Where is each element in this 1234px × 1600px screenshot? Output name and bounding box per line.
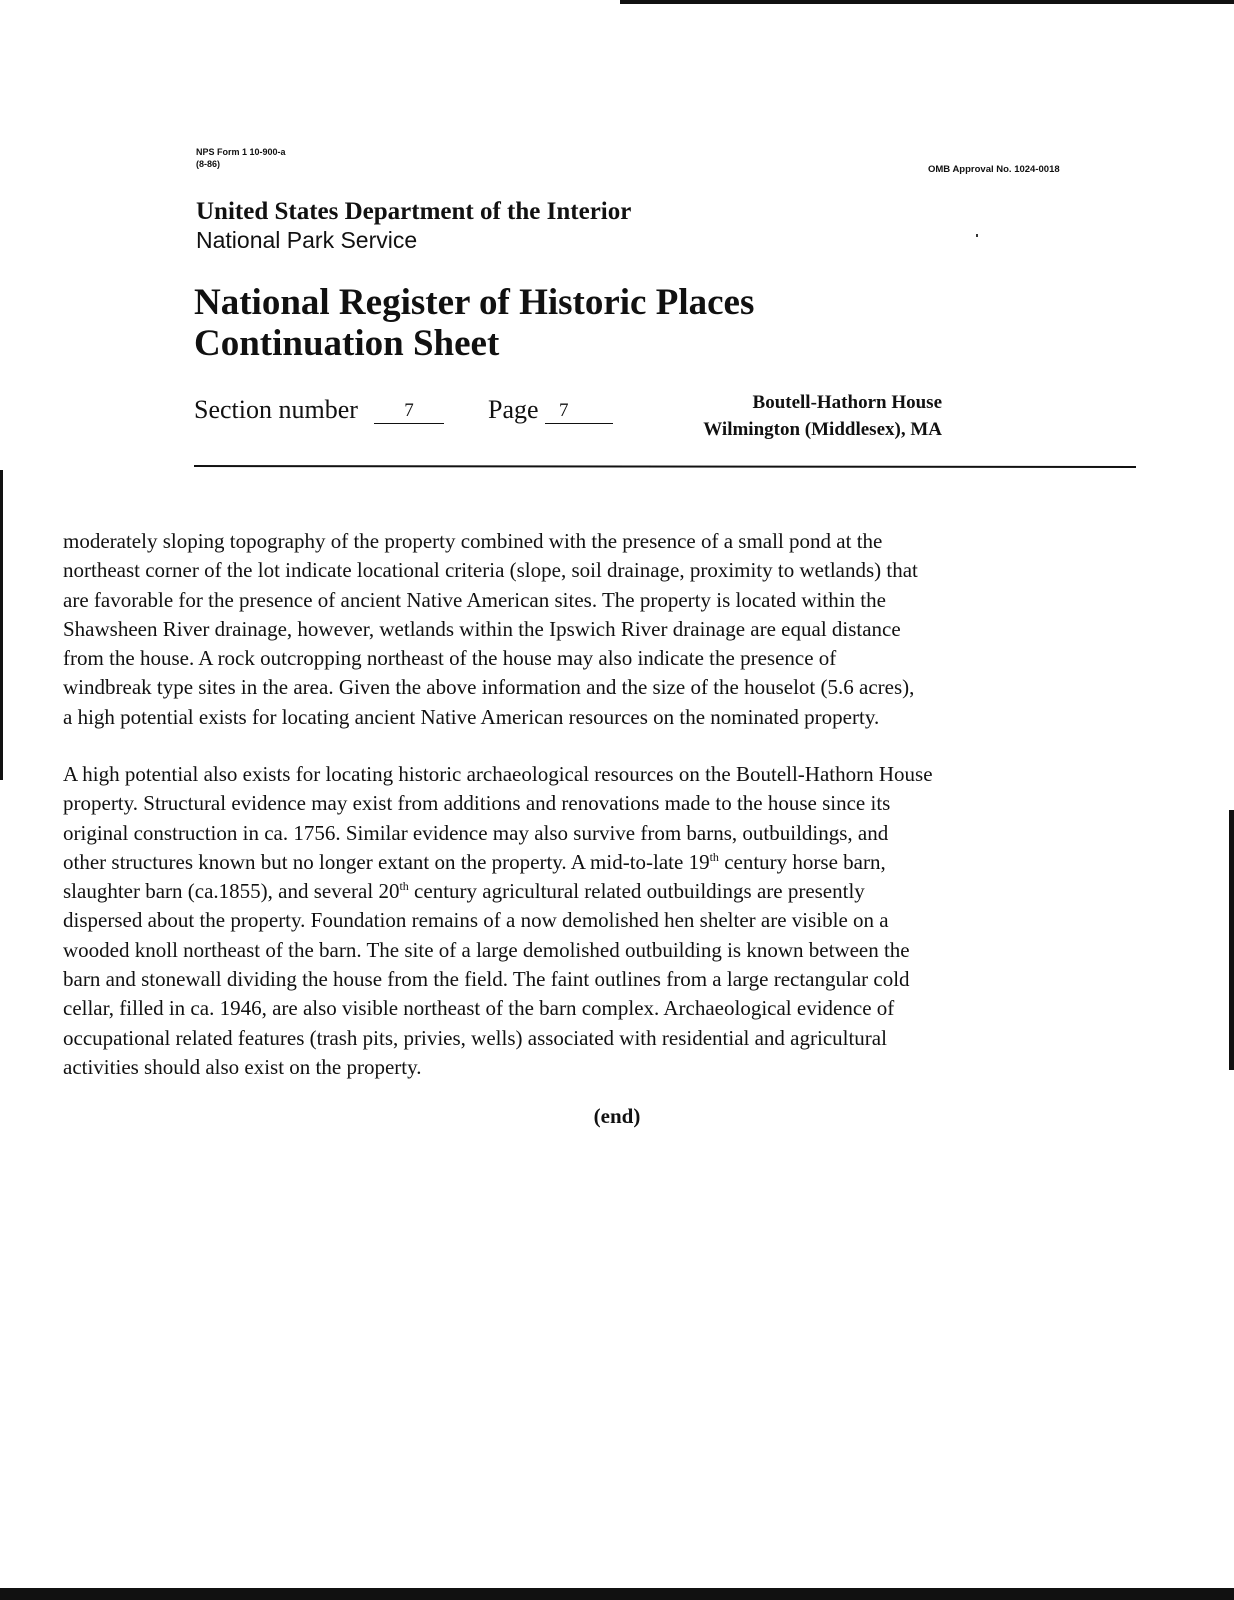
form-number: NPS Form 1 10-900-a [196,147,286,157]
paragraph-line: barn and stonewall dividing the house from the field. The faint outlines from a large rectangular cold [63,967,910,992]
omb-approval: OMB Approval No. 1024-0018 [928,164,1060,175]
form-identifier [196,146,286,170]
document-title: National Register of Historic Places [194,282,755,323]
scan-border-top [620,0,1234,4]
section-number-label: Section number [194,395,358,424]
paragraph-line: property. Structural evidence may exist from additions and renovations made to the house since its [63,791,891,816]
scan-border-bottom [0,1588,1234,1600]
paragraph-line: are favorable for the presence of ancient Native American sites. The property is located within the [63,587,886,612]
scan-speck [976,234,978,237]
service-heading: National Park Service [196,227,418,253]
paragraph-line: occupational related features (trash pits, privies, wells) associated with residential and agricultural [63,1025,887,1050]
paragraph-line: cellar, filled in ca. 1946, are also visible northeast of the barn complex. Archaeological evidence of [63,996,895,1021]
line-text: century horse barn, [718,849,886,874]
paragraph-line: moderately sloping topography of the property combined with the presence of a small pond at the [63,529,883,553]
line-text: other structures known but no longer extant on the property. A mid-to-late 19 [63,849,710,874]
paragraph-line: Shawsheen River drainage, however, wetlands within the Ipswich River drainage are equal distance [63,616,901,641]
scan-border-left [0,470,3,780]
end-marker: (end) [593,1104,641,1128]
page-number-value: 7 [545,399,613,424]
ordinal-suffix: th [709,849,719,864]
paragraph-line [63,848,1103,877]
paragraph-line: wooded knoll northeast of the barn. The site of a large demolished outbuilding is known between the [63,937,910,962]
paragraph-line: dispersed about the property. Foundation remains of a now demolished hen shelter are visible on a [63,908,889,933]
property-location: Wilmington (Middlesex), MA [703,419,942,440]
scan-border-right [1229,810,1234,1070]
page-label: Page [488,395,539,424]
paragraph-line: a high potential exists for locating ancient Native American resources on the nominated property. [63,704,880,729]
paragraph-line: windbreak type sites in the area. Given the above information and the size of the houselot (5.6 acres), [63,675,915,700]
header-divider [194,465,1136,468]
form-date: (8-86) [196,159,221,169]
document-subtitle: Continuation Sheet [194,323,500,364]
paragraph-1 [63,527,1103,732]
section-number-value: 7 [374,399,444,424]
line-text: century agricultural related outbuildings are presently [408,879,865,904]
paragraph-line: original construction in ca. 1756. Similar evidence may also survive from barns, outbuildings, and [63,820,889,845]
ordinal-suffix: th [399,879,409,894]
paragraph-line: northeast corner of the lot indicate locational criteria (slope, soil drainage, proximity to wetlands) that [63,558,918,583]
paragraph-2 [63,760,1103,1082]
department-heading: United States Department of the Interior [196,198,632,225]
line-text: slaughter barn (ca.1855), and several 20 [63,879,400,904]
paragraph-line: A high potential also exists for locating historic archaeological resources on the Boutell-Hathorn House [63,762,933,786]
paragraph-line: from the house. A rock outcropping northeast of the house may also indicate the presence of [63,646,837,671]
property-name: Boutell-Hathorn House [752,392,942,413]
paragraph-line: activities should also exist on the property. [63,1054,422,1079]
paragraph-line [63,877,1103,906]
